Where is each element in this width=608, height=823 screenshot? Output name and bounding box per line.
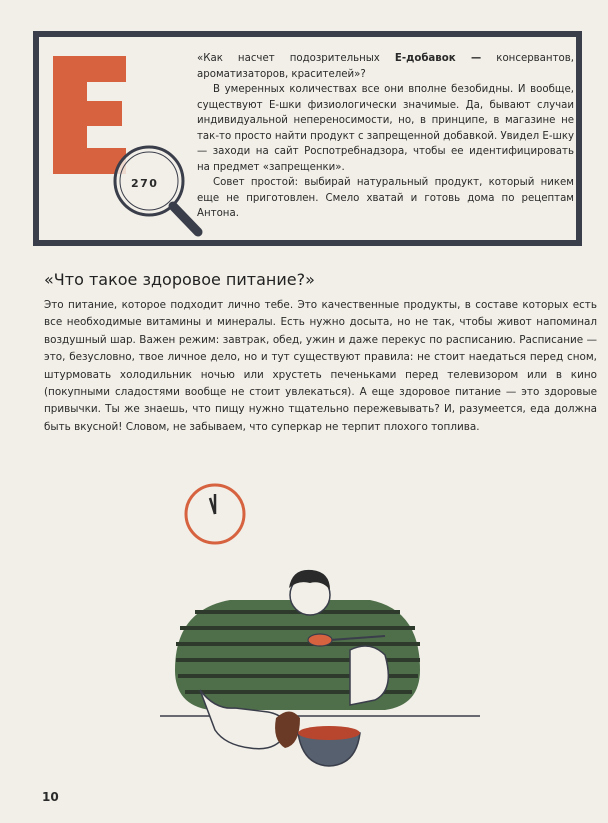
sidebar-paragraph-3: Совет простой: выбирай натуральный продукт, который никем еще не приготовлен. Смело хватай и готовь дома по рецептам Антона. (197, 177, 574, 219)
section-body-paragraph: Это питание, которое подходит лично тебе. Это качественные продукты, в составе которых есть все необходимые витамины и минералы. Есть нужно досыта, но не так, чтобы живот напоминал воздушный шар. Важен режим: завтрак, обед, ужин и даже перекус по расписанию. Расписание — это, безусловно, твое личное дело, но и тут существуют правила: не стоит наедаться перед сном, штурмовать холодильник ночью или хрустеть печеньками перед телевизором или в кино (покупными сладостями вообще не стоит увлекаться). А еще здоровое питание — это здоровые привычки. Ты же знаешь, что пищу нужно тщательно пережевывать? И, разумеется, еда должна быть вкусной! Словом, не забываем, что суперкар не терпит плохого топлива. (44, 299, 597, 433)
big-letter-e-icon (53, 56, 126, 174)
clock-icon (186, 485, 244, 543)
magnifier-code: 270 (131, 177, 159, 190)
section-body (44, 297, 597, 436)
page-number: 10 (42, 790, 59, 804)
person-eating-illustration (175, 570, 420, 766)
sidebar-intro-open: «Как насчет подозрительных (197, 53, 395, 64)
sidebar-text (197, 51, 574, 222)
sidebar-intro-rest: консервантов, ароматизаторов, красителей»? (197, 53, 574, 80)
sidebar-intro (197, 51, 574, 82)
sidebar-intro-bold: Е-добавок — (394, 53, 482, 64)
section-heading: «Что такое здоровое питание?» (44, 270, 315, 289)
sidebar-paragraph-2: В умеренных количествах все они вполне безобидны. И вообще, существуют Е-шки физиологически значимые. Да, бывают случаи индивидуальной непереносимости, но, в принципе, в магазине не так-то просто найти продукт с запрещенной добавкой. Увидел Е-шку — заходи на сайт Роспотребнадзора, чтобы ее идентифицировать на предмет «запрещенки». (197, 84, 574, 173)
